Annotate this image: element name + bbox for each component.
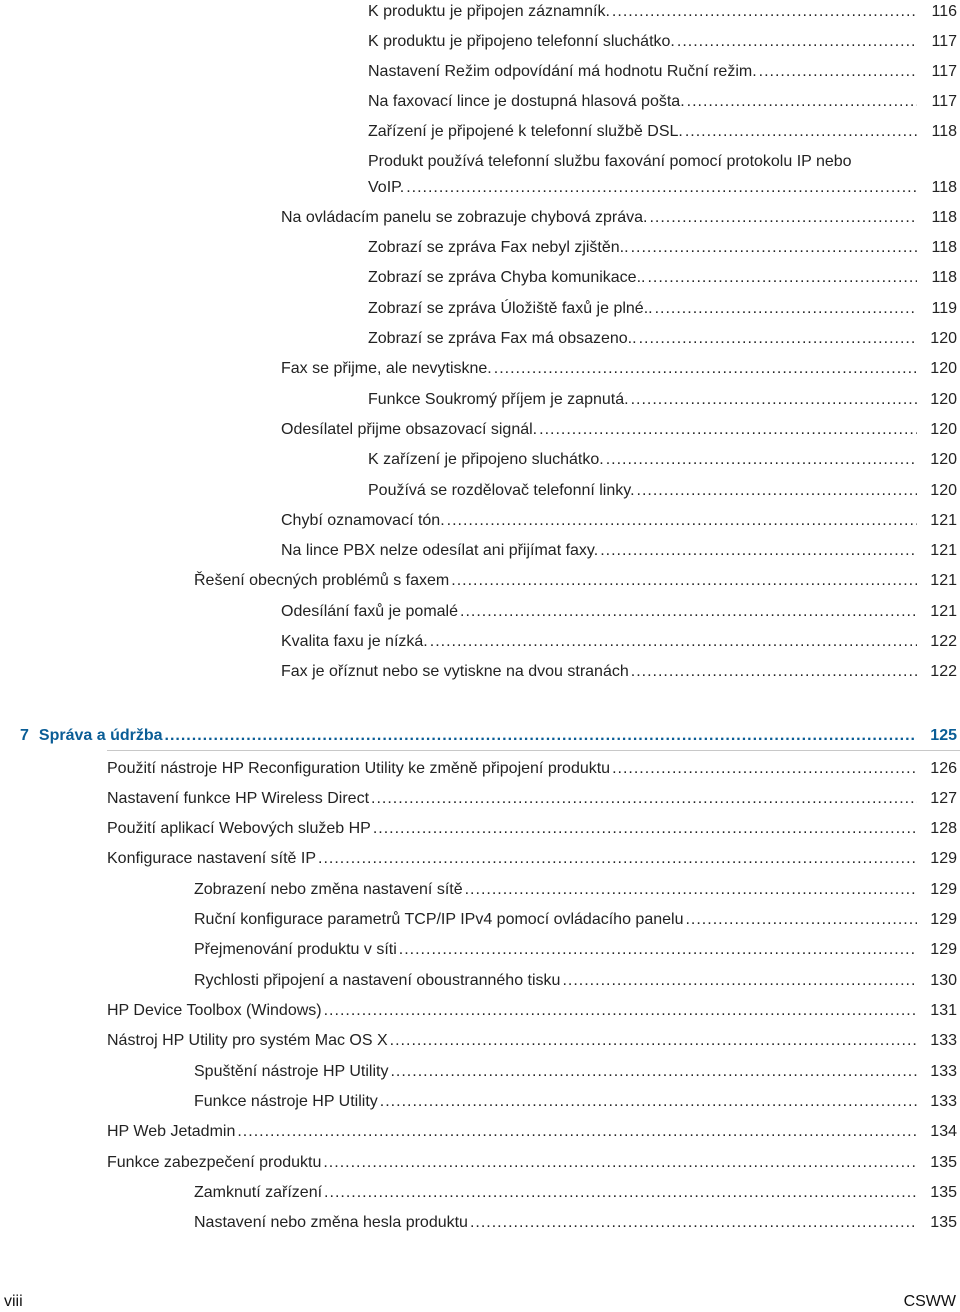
toc-entry[interactable] [0, 357, 960, 387]
dot-leader [612, 757, 917, 781]
toc-entry[interactable] [0, 0, 960, 30]
toc-entry[interactable] [0, 817, 960, 847]
chapter-title: Správa a údržba [38, 727, 163, 744]
toc-entry-page: 121 [930, 572, 957, 589]
toc-entry-page: 117 [931, 93, 957, 110]
toc-entry-page: 120 [930, 391, 957, 408]
dot-leader [685, 908, 917, 932]
dot-leader [371, 787, 917, 811]
toc-entry-title: Nástroj HP Utility pro systém Mac OS X [107, 1032, 388, 1049]
dot-leader [318, 847, 917, 871]
footer-label: CSWW [903, 1293, 956, 1310]
toc-entry-page: 131 [930, 1002, 957, 1019]
toc-entry[interactable] [0, 757, 960, 787]
chapter-number: 7 [20, 727, 29, 744]
dot-leader [324, 999, 917, 1023]
toc-entry-page: 117 [931, 63, 957, 80]
toc-entry-title: HP Device Toolbox (Windows) [107, 1002, 322, 1019]
toc-entry-title: Zobrazí se zpráva Úložiště faxů je plné.. [368, 300, 653, 317]
toc-entry-page: 117 [931, 33, 957, 50]
toc-entry[interactable] [0, 388, 960, 418]
toc-entry-title: K produktu je připojen záznamník. [368, 3, 610, 20]
toc-entry[interactable] [0, 60, 960, 90]
toc-entry-page: 128 [930, 820, 957, 837]
toc-entry-title: Používá se rozdělovač telefonní linky. [368, 482, 635, 499]
toc-entry-title: Zařízení je připojené k telefonní službě DSL. [368, 123, 683, 140]
toc-entry-title: Zobrazí se zpráva Fax má obsazeno.. [368, 330, 637, 347]
toc-entry-title: Chybí oznamovací tón. [281, 512, 445, 529]
toc-entry-wrapped[interactable] [0, 150, 960, 210]
toc-entry[interactable] [0, 120, 960, 150]
toc-entry[interactable] [0, 206, 960, 236]
dot-leader [600, 539, 917, 563]
dot-leader [451, 569, 917, 593]
dot-leader [390, 1060, 917, 1084]
toc-entry-title: Nastavení nebo změna hesla produktu [194, 1214, 468, 1231]
toc-entry-page: 129 [930, 850, 957, 867]
toc-entry-page: 129 [930, 881, 957, 898]
toc-entry-title: Rychlosti připojení a nastavení oboustranného tisku [194, 972, 561, 989]
toc-entry[interactable] [0, 1181, 960, 1211]
toc-entry-page: 129 [930, 911, 957, 928]
toc-entry-page: 116 [931, 3, 957, 20]
dot-leader [647, 266, 917, 290]
toc-entry[interactable] [0, 938, 960, 968]
toc-entry-page: 120 [930, 451, 957, 468]
toc-entry-title: Nastavení Režim odpovídání má hodnotu Ruční režim. [368, 63, 757, 80]
dot-leader [373, 817, 917, 841]
toc-entry-title: Použití nástroje HP Reconfiguration Utility ke změně připojení produktu [107, 760, 611, 777]
toc-entry[interactable] [0, 297, 960, 327]
dot-leader [637, 479, 917, 503]
toc-entry-page: 120 [930, 360, 957, 377]
dot-leader [631, 660, 917, 684]
toc-entry-title: K produktu je připojeno telefonní sluchátko. [368, 33, 675, 50]
toc-entry[interactable] [0, 569, 960, 599]
toc-entry-page: 121 [930, 542, 957, 559]
dot-leader [655, 297, 917, 321]
dot-leader [447, 509, 917, 533]
toc-entry[interactable] [0, 479, 960, 509]
toc-entry-title: Fax se přijme, ale nevytiskne. [281, 360, 492, 377]
dot-leader [494, 357, 917, 381]
toc-entry[interactable] [0, 1120, 960, 1150]
toc-entry-title: Zobrazení nebo změna nastavení sítě [194, 881, 463, 898]
toc-entry-title: Kvalita faxu je nízká. [281, 633, 428, 650]
toc-entry-page: 118 [931, 123, 957, 140]
toc-entry[interactable] [0, 878, 960, 908]
dot-leader [324, 1181, 917, 1205]
dot-leader [390, 1029, 917, 1053]
toc-entry-page: 121 [930, 512, 957, 529]
toc-entry-title: Zobrazí se zpráva Chyba komunikace.. [368, 269, 646, 286]
toc-entry[interactable] [0, 1060, 960, 1090]
toc-entry-title: Fax je oříznut nebo se vytiskne na dvou stranách [281, 663, 629, 680]
dot-leader [685, 120, 917, 144]
toc-entry[interactable] [0, 1029, 960, 1059]
toc-entry[interactable] [0, 236, 960, 266]
toc-entry-page: 129 [930, 941, 957, 958]
toc-entry-title: Ruční konfigurace parametrů TCP/IP IPv4 pomocí ovládacího panelu [194, 911, 684, 928]
toc-entry-page: 134 [930, 1123, 957, 1140]
toc-entry[interactable] [0, 847, 960, 877]
chapter-page: 125 [930, 727, 957, 744]
toc-entry-title: Zamknutí zařízení [194, 1184, 323, 1201]
toc-entry-title: Odesílatel přijme obsazovací signál. [281, 421, 538, 438]
toc-entry-page: 133 [930, 1063, 957, 1080]
dot-leader [460, 600, 917, 624]
dot-leader [470, 1211, 917, 1235]
toc-entry-title: Spuštění nástroje HP Utility [194, 1063, 389, 1080]
toc-entry[interactable] [0, 787, 960, 817]
dot-leader [649, 206, 917, 230]
toc-entry-title: Funkce Soukromý příjem je zapnutá. [368, 391, 629, 408]
toc-entry[interactable] [0, 418, 960, 448]
chapter-divider [107, 750, 960, 751]
toc-entry[interactable] [0, 448, 960, 478]
toc-entry-title: Přejmenování produktu v síti [194, 941, 397, 958]
footer-page-number: viii [4, 1293, 23, 1310]
toc-entry-page: 118 [931, 239, 957, 256]
toc-entry-page: 118 [931, 209, 957, 226]
toc-entry-page: 135 [930, 1154, 957, 1171]
dot-leader [430, 630, 917, 654]
toc-entry-page: 122 [930, 633, 957, 650]
toc-entry-title: Řešení obecných problémů s faxem [194, 572, 450, 589]
dot-leader [465, 878, 917, 902]
dot-leader [612, 0, 917, 24]
toc-entry[interactable] [0, 908, 960, 938]
toc-entry[interactable] [0, 539, 960, 569]
toc-entry[interactable] [0, 266, 960, 296]
toc-entry-page: 119 [931, 300, 957, 317]
toc-entry[interactable] [0, 600, 960, 630]
toc-entry-page: 135 [930, 1184, 957, 1201]
toc-entry-title: Odesílání faxů je pomalé [281, 603, 458, 620]
toc-entry-page: 120 [930, 482, 957, 499]
toc-entry[interactable] [0, 327, 960, 357]
toc-entry-page: 120 [930, 421, 957, 438]
dot-leader [639, 327, 917, 351]
toc-entry-page: 135 [930, 1214, 957, 1231]
toc-entry-title: Na ovládacím panelu se zobrazuje chybová zpráva. [281, 209, 648, 226]
toc-entry[interactable] [0, 509, 960, 539]
toc-entry-title-line1: Produkt používá telefonní službu faxování pomocí protokolu IP nebo [368, 153, 852, 170]
dot-leader [399, 938, 917, 962]
dot-leader [562, 969, 917, 993]
toc-entry-title: Konfigurace nastavení sítě IP [107, 850, 317, 867]
dot-leader [759, 60, 917, 84]
dot-leader [539, 418, 917, 442]
toc-entry-title: Na faxovací lince je dostupná hlasová pošta. [368, 93, 685, 110]
toc-entry-page: 122 [930, 663, 957, 680]
toc-entry[interactable] [0, 1211, 960, 1241]
dot-leader [406, 176, 917, 200]
toc-entry-page: 133 [930, 1032, 957, 1049]
dot-leader [677, 30, 917, 54]
toc-entry-title: Funkce nástroje HP Utility [194, 1093, 378, 1110]
toc-entry-page: 118 [931, 179, 957, 196]
dot-leader [237, 1120, 917, 1144]
dot-leader [323, 1151, 917, 1175]
dot-leader [606, 448, 917, 472]
toc-entry[interactable] [0, 1151, 960, 1181]
toc-entry[interactable] [0, 969, 960, 999]
dot-leader [631, 388, 917, 412]
toc-entry[interactable] [0, 660, 960, 690]
toc-entry[interactable] [0, 630, 960, 660]
dot-leader [631, 236, 917, 260]
toc-entry-title: Zobrazí se zpráva Fax nebyl zjištěn.. [368, 239, 629, 256]
toc-entry-title: Nastavení funkce HP Wireless Direct [107, 790, 370, 807]
toc-entry-title: HP Web Jetadmin [107, 1123, 236, 1140]
toc-entry[interactable] [0, 30, 960, 60]
toc-entry-title: K zařízení je připojeno sluchátko. [368, 451, 604, 468]
toc-entry[interactable] [0, 90, 960, 120]
toc-entry-page: 126 [930, 760, 957, 777]
toc-entry-title: Funkce zabezpečení produktu [107, 1154, 322, 1171]
toc-entry-title-line2: VoIP. [368, 179, 405, 196]
toc-entry-page: 118 [931, 269, 957, 286]
toc-entry[interactable] [0, 999, 960, 1029]
dot-leader [165, 724, 917, 748]
toc-entry-page: 120 [930, 330, 957, 347]
toc-entry-page: 133 [930, 1093, 957, 1110]
toc-entry-page: 121 [930, 603, 957, 620]
toc-entry-page: 127 [930, 790, 957, 807]
toc-entry[interactable] [0, 1090, 960, 1120]
toc-entry-title: Na lince PBX nelze odesílat ani přijímat faxy. [281, 542, 599, 559]
dot-leader [687, 90, 917, 114]
toc-entry-page: 130 [930, 972, 957, 989]
dot-leader [380, 1090, 917, 1114]
toc-entry-title: Použití aplikací Webových služeb HP [107, 820, 371, 837]
